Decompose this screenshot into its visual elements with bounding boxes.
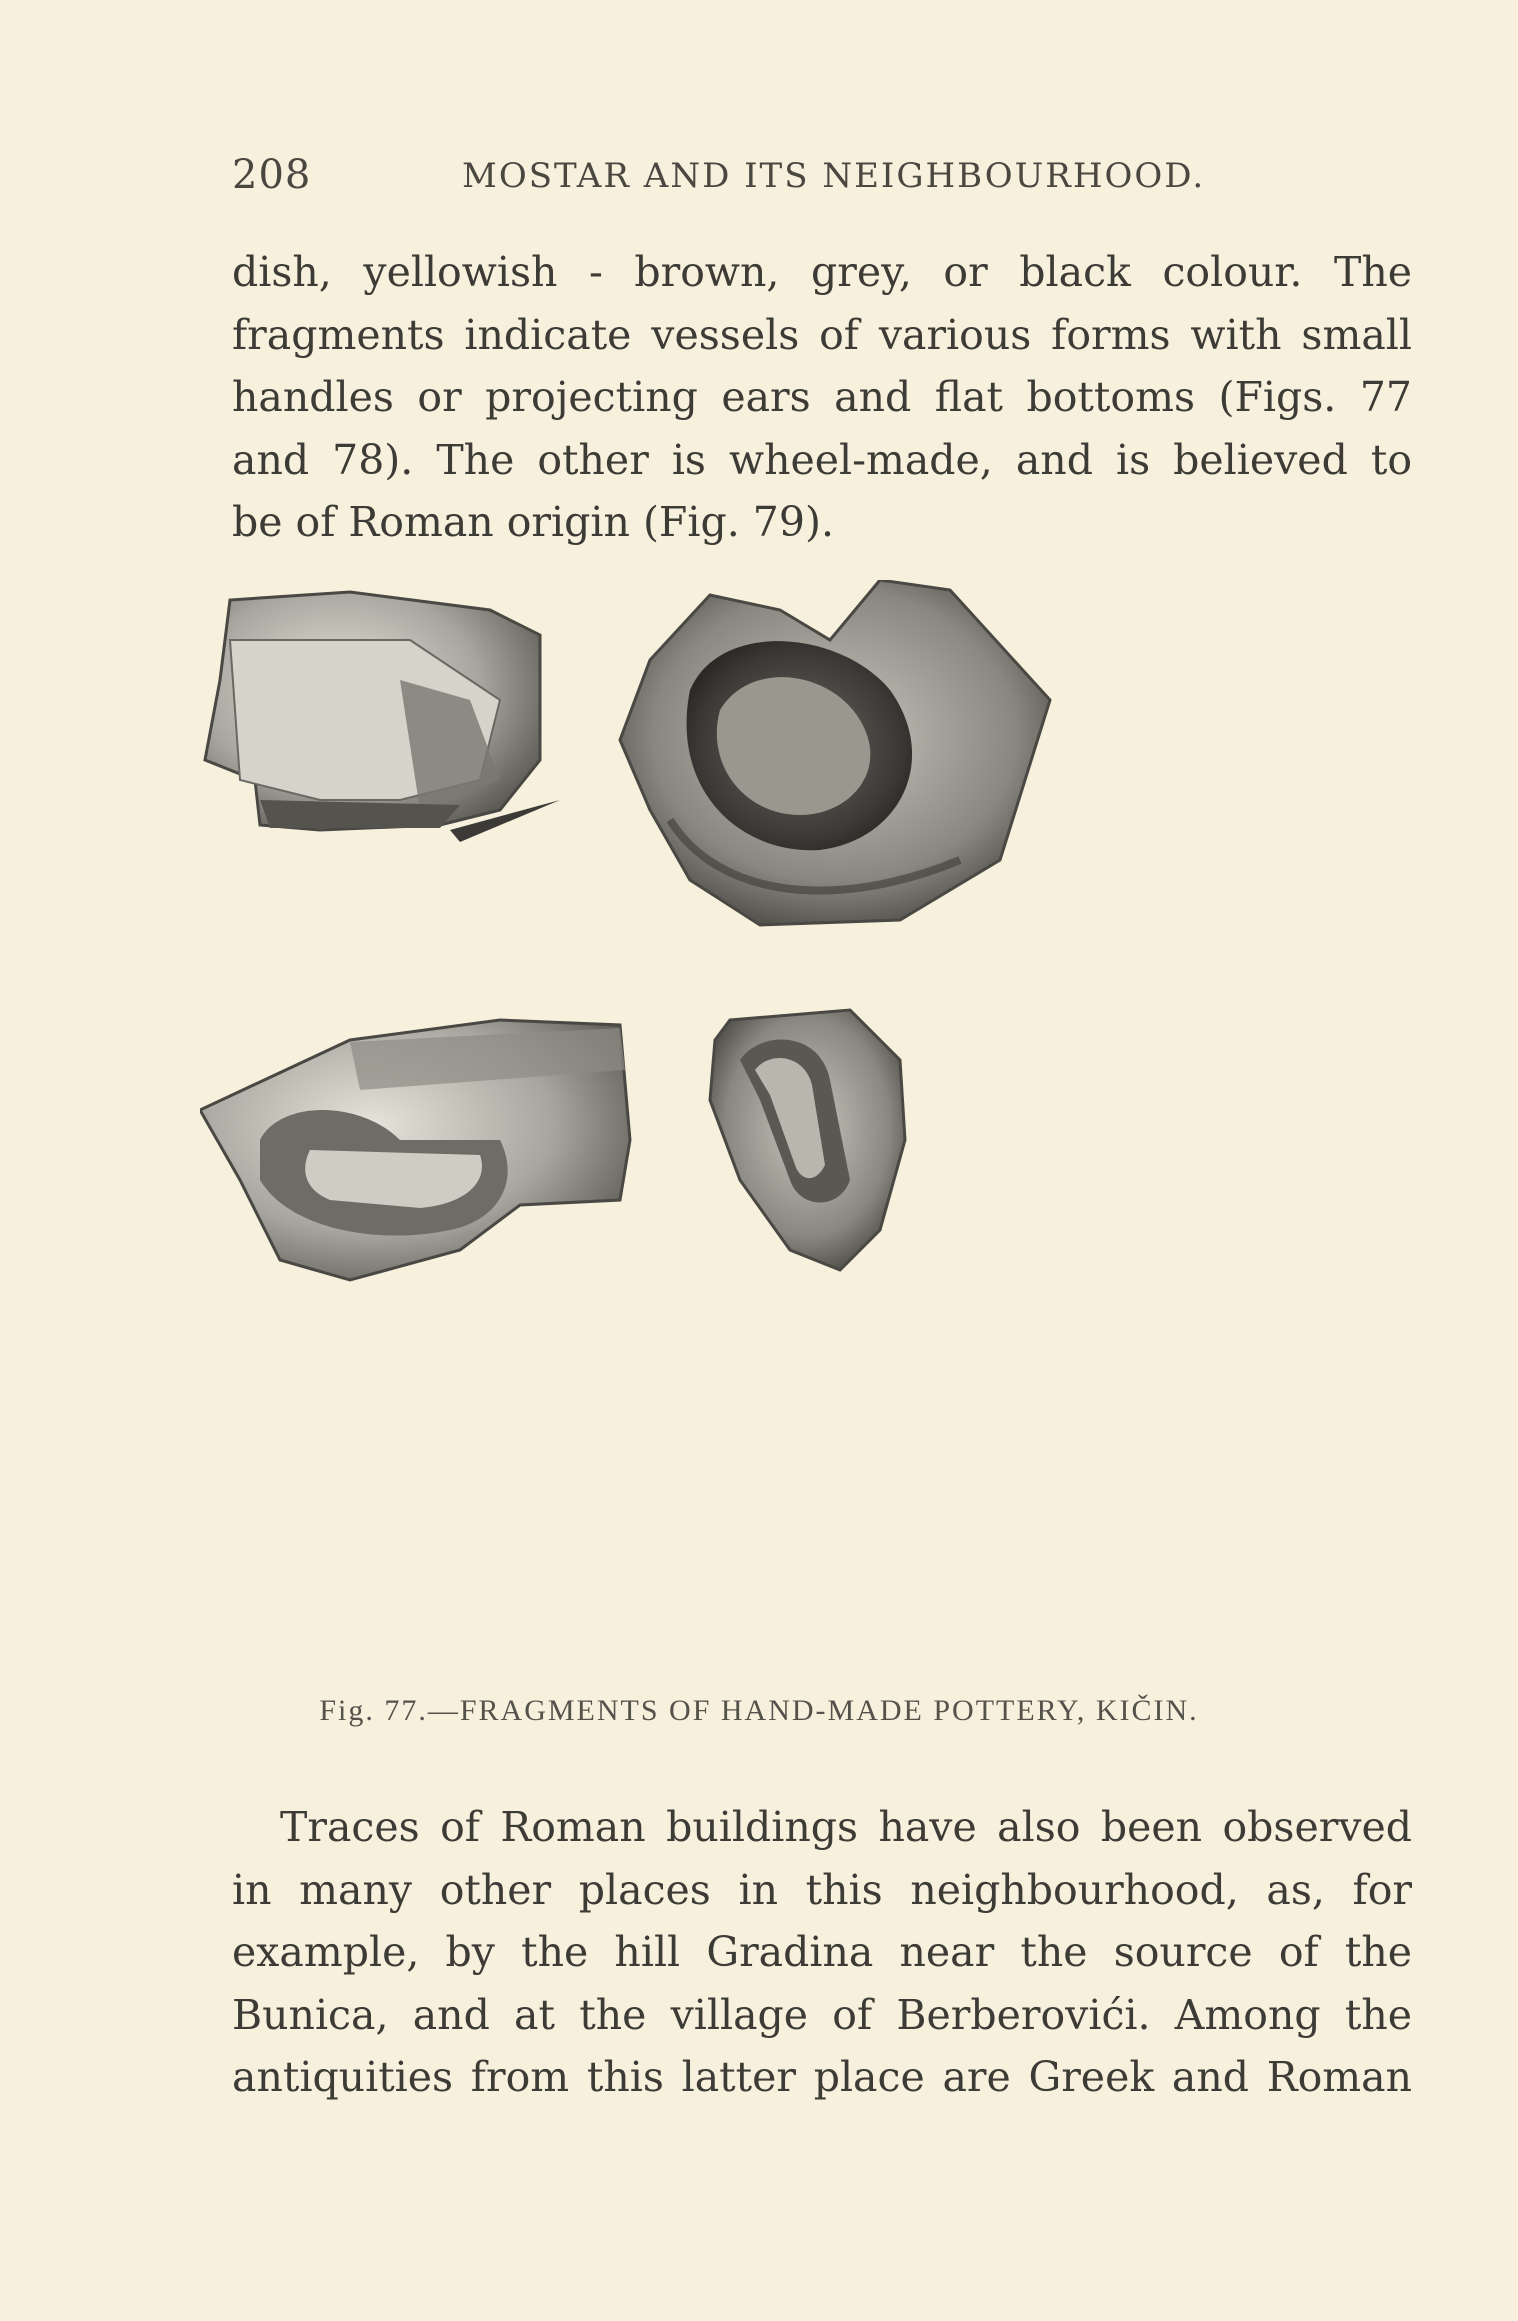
text-line: in many other places in this neighbourhood, as, for (232, 1865, 1412, 1914)
pottery-fragment-2 (620, 580, 1050, 925)
running-title: MOSTAR AND ITS NEIGHBOURHOOD. (462, 156, 1206, 196)
paragraph-1 (232, 241, 1412, 554)
figure-caption: Fig. 77.—FRAGMENTS OF HAND-MADE POTTERY, KIČIN. (319, 1694, 1199, 1727)
text-line: example, by the hill Gradina near the source of the (232, 1928, 1412, 1976)
text-line: antiquities from this latter place are Greek and Roman (232, 2053, 1412, 2101)
text-line: dish, yellowish - brown, grey, or black colour. The (232, 248, 1412, 296)
pottery-illustration (200, 580, 1430, 1660)
running-head (232, 152, 1288, 196)
text-line: handles or projecting ears and flat bottoms (Figs. 77 (232, 373, 1412, 421)
pottery-fragment-3 (200, 1020, 630, 1280)
paragraph-2 (232, 1796, 1412, 2109)
pottery-fragment-4 (710, 1010, 905, 1270)
pottery-fragment-1 (205, 592, 560, 842)
text-line: be of Roman origin (Fig. 79). (232, 498, 835, 546)
page-number: 208 (232, 152, 312, 198)
text-line: Bunica, and at the village of Berberovići. Among the (232, 1990, 1412, 2039)
text-line: fragments indicate vessels of various forms with small (232, 310, 1412, 359)
text-line: and 78). The other is wheel-made, and is believed to (232, 435, 1412, 484)
text-line: Traces of Roman buildings have also been observed (280, 1803, 1412, 1851)
